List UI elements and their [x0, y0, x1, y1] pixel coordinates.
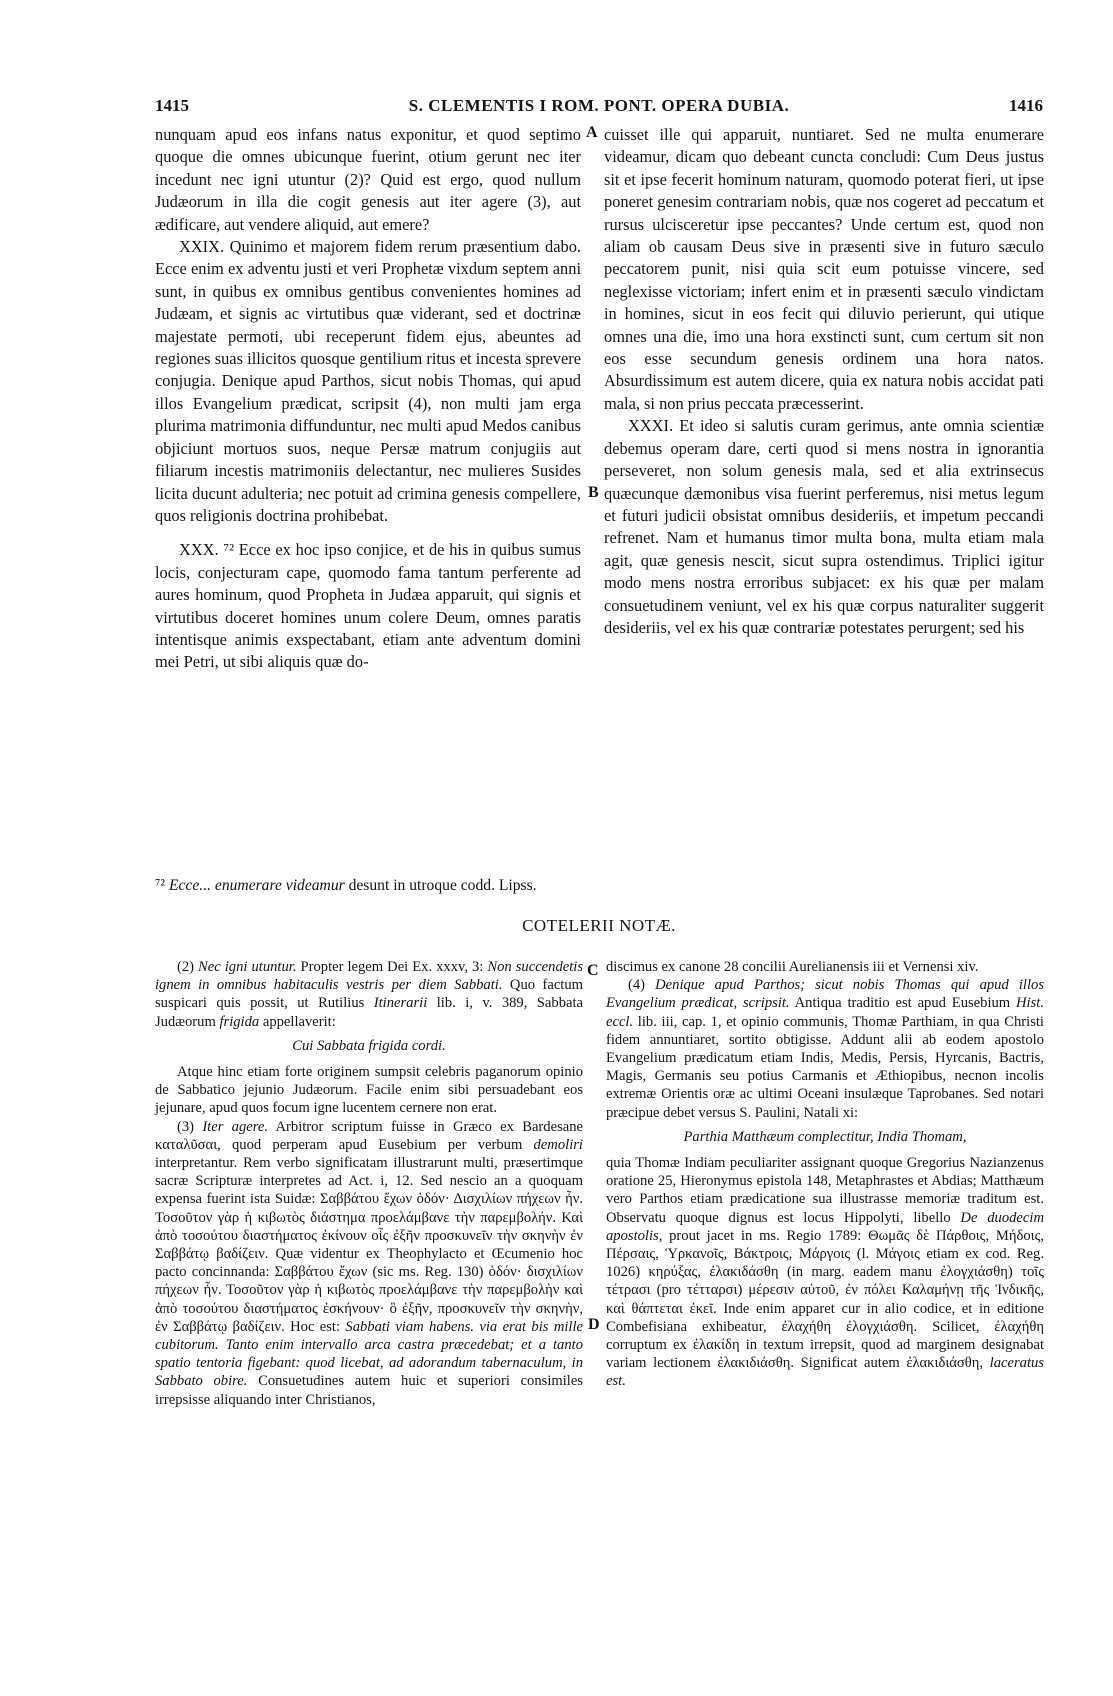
verse-quote: Cui Sabbata frigida cordi.: [292, 1037, 446, 1054]
note-3: [155, 1118, 583, 1409]
note-text: Propter legem Dei Ex. xxxv, 3:: [296, 959, 488, 975]
margin-marker-b: B: [588, 484, 599, 501]
page-header: [155, 96, 1043, 120]
variant-note-mark: ⁷²: [155, 877, 166, 894]
note-text: appellaverit:: [259, 1013, 336, 1030]
variant-note-lemma: Ecce... enumerare videamur: [169, 877, 345, 894]
main-paragraph: nunquam apud eos infans natus exponitur, et quod septimo quoque die omnes ubicunque fuerint, otium gerunt nec iter incedunt nec igni utuntur (2)? Quid est ergo, quod nullum Judæorum in illa die cogit genesis aut iter agere (3), aut ædificare, aut vendere aliquid, aut emere?: [155, 125, 581, 234]
running-title: S. CLEMENTIS I ROM. PONT. OPERA DUBIA.: [408, 96, 790, 115]
note-3-continued: discimus ex canone 28 concilii Aurelianensis iii et Vernensi xiv.: [606, 959, 979, 975]
note-4-continued: [606, 1154, 1044, 1391]
margin-marker-c: C: [587, 962, 599, 979]
variant-note: [155, 876, 1043, 896]
note-lemma: Iter agere.: [202, 1118, 269, 1135]
note-lemma: Denique apud Parthos; sicut nobis Thomas qui apud illos Evangelium prædicat, scripsit.: [606, 977, 1045, 1012]
notes-left-column: [155, 958, 583, 1409]
margin-marker-a: A: [586, 124, 598, 141]
note-work-title: Hist. eccl.: [606, 995, 1044, 1030]
note-quote: Non succendetis ignem in omnibus habitaculis vestris per diem Sabbati.: [155, 959, 584, 994]
notes-heading: COTELERII NOTÆ.: [522, 916, 676, 935]
note-text: Quo factum suspicari quis possit, ut Rutilius: [155, 977, 584, 1012]
note-text: quia Thomæ Indiam peculiariter assignant quoque Gregorius Nazianzenus oratione 25, Hieronymus epistola 148, Metaphrastes et Abdias; Matthæum vero Parthos etiam prædicatione sua illustrasse memoriæ traditum est. Observatu quoque dignus est locus Hippolyti, libello: [606, 1155, 1044, 1226]
note-number: (4): [628, 977, 656, 994]
note-4: [606, 976, 1044, 1122]
right-page-number: 1416: [1009, 96, 1043, 115]
note-lemma: Nec igni utuntur.: [198, 959, 297, 975]
notes-right-column: [606, 958, 1044, 1391]
note-2-continued: Atque hinc etiam forte originem sumpsit celebris paganorum opinio de Sabbatico jejunio Judæorum. Facile enim sibi persuadebant eos jejunare, apud quos focum igne lucentem cernere non erat.: [155, 1064, 583, 1117]
note-number: (3): [177, 1118, 203, 1135]
note-text: Consuetudines autem huic et superiori consimiles irrepsisse aliquando inter Christianos,: [155, 1373, 583, 1408]
variant-note-text: desunt in utroque codd. Lipss.: [344, 877, 537, 894]
note-italic-word: laceratus est.: [606, 1355, 1044, 1390]
note-text: interpretantur. Rem verbo significatam illustrarunt multi, præsertimque sacræ Scripturæ interpretes ad Act. i, 12. Sed nescio an a quoquam expensa fuerint ista Suidæ: Σαββάτου ἔχων ὁδόν· Δισχιλίων πήχεων ἦν. Τοσοῦτον γὰρ ἡ κιβωτὸς διάστημα προελάμβανε τὴν παρεμβολήν. Καὶ ἀπὸ τοσούτου διαστήματος ἐκίνουν οἷς ἐξῆν προσκυνεῖν τὴν σκηνὴν ἐν Σαββάτῳ βαδίζειν. Quæ videntur ex Theophylacto et Œcumenio hoc pacto concinnanda: Σαββάτου ἔχων (sic ms. Reg. 130) ὁδόν· δισχιλίων πήχεων ἦν. Τοσοῦτον γὰρ ἡ κιβωτὸς προελάμβανε τὴν παρεμβολὴν καὶ ἀπὸ τοσούτου διαστήματος ἐσκήνουν· ὃ ἐξῆν, προσκυνεῖν τὴν σκηνὴν, ἐν Σαββάτῳ βαδίζειν. Hoc est:: [155, 1155, 583, 1335]
section-xxx: XXX. ⁷² Ecce ex hoc ipso conjice, et de his in quibus sumus locis, conjecturam cape, quomodo fama tantum perferente ad aures hominum, quod Propheta in Judæa apparuit, qui signis et virtutibus doceret homines unum colere Deum, omnes paratis intentisque animis exspectabant, etiam ante adventum domini mei Petri, ut sibi aliquis quæ do-: [155, 540, 581, 672]
note-translation: Sabbati viam habens. via erat bis mille cubitorum. Tanto enim intervallo arca castra præcedebat; et a tanto spatio tentoria figebant: quod licebat, ad adorandum tabernaculum, in Sabbato obire.: [155, 1318, 583, 1390]
note-text: Arbitror scriptum fuisse in Græco ex Bardesane καταλῦσαι, quod perperam apud Eusebium per verbum: [155, 1118, 583, 1153]
left-page-number: 1415: [155, 96, 189, 115]
section-xxxi: XXXI. Et ideo si salutis curam gerimus, ante omnia scientiæ debemus operam dare, certi quod si mens nostra in ignorantia perseveret, non solum genesis mala, sed et alia extrinsecus quæcunque dæmonibus visa fuerint perferemus, nisi metus legum et futuri judicii obsistat omnibus desideriis, et impetum peccandi refrenet. Nam et humanus timor multa bona, multa etiam mala agit, quæ genesis nescit, sicut supra ostendimus. Triplici igitur modo mens nostra erroribus subjacet: ex his quæ per malam consuetudinem veniunt, vel ex his quæ corpus naturaliter suggerit desideriis, vel ex his quæ contrariæ potestates perurgent; sed his: [604, 416, 1044, 637]
main-text-left-column: [155, 124, 581, 674]
margin-marker-d: D: [588, 1316, 600, 1333]
note-text: lib. i, v. 389, Sabbata Judæorum: [155, 995, 584, 1030]
note-work-title: De duodecim apostolis,: [606, 1209, 1044, 1244]
note-text: prout jacet in ms. Regio 1789: Θωμᾶς δὲ Πάρθοις, Μήδοις, Πέρσαις, Ὑρκανοῖς, Βάκτροις, Μάργοις (l. Μάγοις etiam ex cod. Reg. 1026) κηρύξας, ἐλακιδάσθη (in marg. eadem manu ἐλογχιάσθη) τοῖς τέτρασι (pro τέτταρσι) μέρεσιν αὐτοῦ, ἐν πόλει Καλαμήνῃ τῆς Ἰνδικῆς, καὶ θάπτεται ἐκεῖ. Inde enim apparet cur in alio codice, et in editione Combefisiana exhibeatur, ἐλαχήθη ἐλογχιάσθη. Scilicet, ἐλαχήθη corruptum ex ἐλακίδη in textum irrepsit, quod ad marginem designabat variam lectionem ἐλακιδιάσθη. Significat autem ἐλακιδιάσθη,: [606, 1227, 1044, 1372]
note-2: [155, 958, 583, 1031]
section-xxix: XXIX. Quinimo et majorem fidem rerum præsentium dabo. Ecce enim ex adventu justi et veri Prophetæ vixdum septem anni sunt, in quibus ex omnibus gentibus convenientes homines ad Judæam, et signis ac virtutibus quæ viderant, sed et doctrinæ majestate permoti, ubi receperunt fidem ejus, abeuntes ad regiones suas illicitos quosque gentilium ritus et incesta sprevere conjugia. Denique apud Parthos, sicut nobis Thomas, qui apud illos Evangelium prædicat, scripsit (4), non multi jam erga plurima matrimonia diffunduntur, nec multi apud Medos canibus objiciunt mortuos suos, neque Persæ matrum conjugiis aut filiarum incestis matrimoniis delectantur, nec mulieres Susides licita ducunt adulteria; nec potuit ad crimina genesis compellere, quos religionis doctrina prohibebat.: [155, 237, 581, 525]
note-italic-word: frigida: [219, 1013, 260, 1030]
note-number: (2): [177, 959, 199, 975]
verse-quote: Parthia Matthæum complectitur, India Thomam,: [683, 1128, 967, 1145]
note-text: lib. iii, cap. 1, et opinio communis, Thomæ Parthiam, in qua Christi fidem annuntiaret, sortito obtigisse. Addunt alii ab eodem apostolo Evangelium prædicatum etiam Indis, Medis, Persis, Hyrcanis, Bactris, Magis, Germanis seu potius Carmanis et Æthiopibus, necnon incolis extremæ Orientis oræ ac ultimi Oceani insulæque Taprobanes. Sed notari præcipue debet versus S. Paulini, Natali xi:: [606, 1013, 1044, 1121]
note-work-title: Itinerarii: [373, 995, 428, 1012]
main-paragraph: cuisset ille qui apparuit, nuntiaret. Sed ne multa enumerare videamur, dicam quo debeant cuncta concludi: Cum Deus justus sit et ipse fecerit hominum naturam, quomodo poterat fieri, ut ipse poneret genesim contrariam nobis, quæ nos cogeret ad peccatum et rursus ulcisceretur ipse peccantes? Unde certum est, quod non aliam ob causam Deus sive in præsenti sive in futuro sæculo peccatorem punit, nisi quia scit eum potuisse vincere, sed neglexisse victoriam; infert enim et in præsenti sæculo vindictam in homines, sicut in eos fecit qui diluvio perierunt, qui utique omnes una die, imo una hora exstincti sunt, cum certum sit non eos esse secundum genesis ordinem una hora natos. Absurdissimum est autem dicere, quia ex natura nobis accidat pati mala, si non prius peccata præcesserint.: [604, 125, 1044, 413]
main-text-right-column: [604, 124, 1044, 639]
note-text: Antiqua traditio est apud Eusebium: [789, 995, 1017, 1012]
note-italic-word: demoliri: [533, 1136, 583, 1153]
